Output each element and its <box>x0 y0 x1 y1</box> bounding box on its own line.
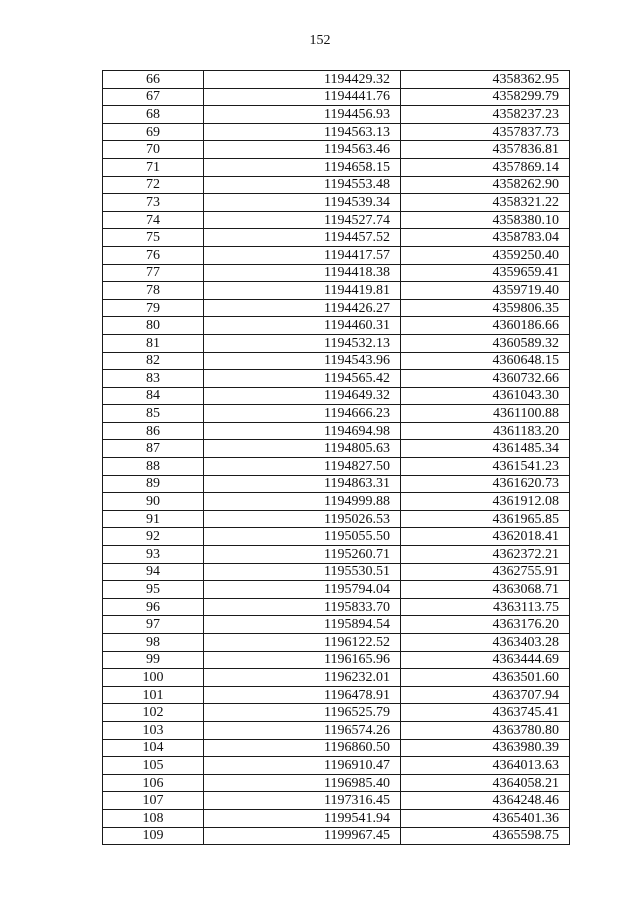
point-number-cell: 95 <box>103 581 204 599</box>
table-row <box>103 634 570 652</box>
table-row <box>103 774 570 792</box>
point-number-cell: 67 <box>103 88 204 106</box>
point-number-cell: 102 <box>103 704 204 722</box>
table-row <box>103 317 570 335</box>
x-coordinate-cell: 1195894.54 <box>204 616 401 634</box>
x-coordinate-cell: 1194527.74 <box>204 211 401 229</box>
point-number-cell: 93 <box>103 546 204 564</box>
x-coordinate-cell: 1195055.50 <box>204 528 401 546</box>
table-row <box>103 246 570 264</box>
point-number-cell: 87 <box>103 440 204 458</box>
point-number-cell: 85 <box>103 405 204 423</box>
table-row <box>103 721 570 739</box>
point-number-cell: 105 <box>103 757 204 775</box>
x-coordinate-cell: 1194999.88 <box>204 493 401 511</box>
table-row <box>103 387 570 405</box>
y-coordinate-cell: 4363980.39 <box>401 739 570 757</box>
point-number-cell: 88 <box>103 458 204 476</box>
table-row <box>103 141 570 159</box>
y-coordinate-cell: 4358321.22 <box>401 194 570 212</box>
x-coordinate-cell: 1194827.50 <box>204 458 401 476</box>
table-row <box>103 528 570 546</box>
y-coordinate-cell: 4362755.91 <box>401 563 570 581</box>
x-coordinate-cell: 1197316.45 <box>204 792 401 810</box>
table-row <box>103 510 570 528</box>
point-number-cell: 109 <box>103 827 204 845</box>
x-coordinate-cell: 1194441.76 <box>204 88 401 106</box>
table-row <box>103 757 570 775</box>
point-number-cell: 68 <box>103 106 204 124</box>
x-coordinate-cell: 1194417.57 <box>204 246 401 264</box>
point-number-cell: 71 <box>103 158 204 176</box>
y-coordinate-cell: 4361100.88 <box>401 405 570 423</box>
x-coordinate-cell: 1195026.53 <box>204 510 401 528</box>
table-row <box>103 211 570 229</box>
table-row <box>103 194 570 212</box>
table-row <box>103 827 570 845</box>
x-coordinate-cell: 1196574.26 <box>204 721 401 739</box>
y-coordinate-cell: 4358237.23 <box>401 106 570 124</box>
table-row <box>103 581 570 599</box>
point-number-cell: 90 <box>103 493 204 511</box>
y-coordinate-cell: 4358380.10 <box>401 211 570 229</box>
y-coordinate-cell: 4359719.40 <box>401 282 570 300</box>
x-coordinate-cell: 1194694.98 <box>204 422 401 440</box>
point-number-cell: 86 <box>103 422 204 440</box>
y-coordinate-cell: 4361183.20 <box>401 422 570 440</box>
point-number-cell: 103 <box>103 721 204 739</box>
point-number-cell: 84 <box>103 387 204 405</box>
coordinates-table-body <box>103 71 570 845</box>
y-coordinate-cell: 4357836.81 <box>401 141 570 159</box>
y-coordinate-cell: 4363707.94 <box>401 686 570 704</box>
point-number-cell: 94 <box>103 563 204 581</box>
coordinates-table <box>102 70 570 845</box>
x-coordinate-cell: 1195794.04 <box>204 581 401 599</box>
x-coordinate-cell: 1194457.52 <box>204 229 401 247</box>
table-row <box>103 458 570 476</box>
point-number-cell: 73 <box>103 194 204 212</box>
point-number-cell: 92 <box>103 528 204 546</box>
y-coordinate-cell: 4361485.34 <box>401 440 570 458</box>
point-number-cell: 81 <box>103 334 204 352</box>
point-number-cell: 80 <box>103 317 204 335</box>
point-number-cell: 78 <box>103 282 204 300</box>
y-coordinate-cell: 4365401.36 <box>401 809 570 827</box>
x-coordinate-cell: 1196478.91 <box>204 686 401 704</box>
table-row <box>103 475 570 493</box>
x-coordinate-cell: 1194863.31 <box>204 475 401 493</box>
table-row <box>103 809 570 827</box>
x-coordinate-cell: 1194649.32 <box>204 387 401 405</box>
x-coordinate-cell: 1194418.38 <box>204 264 401 282</box>
table-row <box>103 440 570 458</box>
x-coordinate-cell: 1194543.96 <box>204 352 401 370</box>
y-coordinate-cell: 4361541.23 <box>401 458 570 476</box>
table-row <box>103 405 570 423</box>
y-coordinate-cell: 4363444.69 <box>401 651 570 669</box>
y-coordinate-cell: 4360589.32 <box>401 334 570 352</box>
point-number-cell: 100 <box>103 669 204 687</box>
point-number-cell: 79 <box>103 299 204 317</box>
y-coordinate-cell: 4358262.90 <box>401 176 570 194</box>
table-row <box>103 598 570 616</box>
point-number-cell: 76 <box>103 246 204 264</box>
y-coordinate-cell: 4360186.66 <box>401 317 570 335</box>
x-coordinate-cell: 1194429.32 <box>204 71 401 89</box>
y-coordinate-cell: 4362372.21 <box>401 546 570 564</box>
table-row <box>103 493 570 511</box>
y-coordinate-cell: 4363501.60 <box>401 669 570 687</box>
x-coordinate-cell: 1194563.46 <box>204 141 401 159</box>
point-number-cell: 104 <box>103 739 204 757</box>
y-coordinate-cell: 4363780.80 <box>401 721 570 739</box>
point-number-cell: 66 <box>103 71 204 89</box>
y-coordinate-cell: 4361965.85 <box>401 510 570 528</box>
point-number-cell: 74 <box>103 211 204 229</box>
x-coordinate-cell: 1196910.47 <box>204 757 401 775</box>
table-row <box>103 229 570 247</box>
y-coordinate-cell: 4359806.35 <box>401 299 570 317</box>
y-coordinate-cell: 4364058.21 <box>401 774 570 792</box>
point-number-cell: 107 <box>103 792 204 810</box>
y-coordinate-cell: 4359250.40 <box>401 246 570 264</box>
y-coordinate-cell: 4361912.08 <box>401 493 570 511</box>
point-number-cell: 101 <box>103 686 204 704</box>
table-row <box>103 739 570 757</box>
table-row <box>103 264 570 282</box>
table-row <box>103 792 570 810</box>
x-coordinate-cell: 1199967.45 <box>204 827 401 845</box>
point-number-cell: 97 <box>103 616 204 634</box>
y-coordinate-cell: 4359659.41 <box>401 264 570 282</box>
table-row <box>103 71 570 89</box>
table-row <box>103 422 570 440</box>
y-coordinate-cell: 4363068.71 <box>401 581 570 599</box>
x-coordinate-cell: 1196985.40 <box>204 774 401 792</box>
x-coordinate-cell: 1194553.48 <box>204 176 401 194</box>
point-number-cell: 72 <box>103 176 204 194</box>
point-number-cell: 69 <box>103 123 204 141</box>
y-coordinate-cell: 4363403.28 <box>401 634 570 652</box>
x-coordinate-cell: 1196232.01 <box>204 669 401 687</box>
point-number-cell: 99 <box>103 651 204 669</box>
point-number-cell: 96 <box>103 598 204 616</box>
point-number-cell: 108 <box>103 809 204 827</box>
point-number-cell: 89 <box>103 475 204 493</box>
x-coordinate-cell: 1194539.34 <box>204 194 401 212</box>
x-coordinate-cell: 1195260.71 <box>204 546 401 564</box>
table-row <box>103 616 570 634</box>
table-row <box>103 651 570 669</box>
x-coordinate-cell: 1194563.13 <box>204 123 401 141</box>
table-row <box>103 334 570 352</box>
table-row <box>103 88 570 106</box>
y-coordinate-cell: 4360648.15 <box>401 352 570 370</box>
y-coordinate-cell: 4364013.63 <box>401 757 570 775</box>
y-coordinate-cell: 4357869.14 <box>401 158 570 176</box>
table-row <box>103 370 570 388</box>
table-row <box>103 123 570 141</box>
table-row <box>103 299 570 317</box>
table-row <box>103 546 570 564</box>
table-row <box>103 282 570 300</box>
x-coordinate-cell: 1199541.94 <box>204 809 401 827</box>
y-coordinate-cell: 4363745.41 <box>401 704 570 722</box>
x-coordinate-cell: 1194460.31 <box>204 317 401 335</box>
y-coordinate-cell: 4363176.20 <box>401 616 570 634</box>
y-coordinate-cell: 4360732.66 <box>401 370 570 388</box>
x-coordinate-cell: 1196525.79 <box>204 704 401 722</box>
x-coordinate-cell: 1194666.23 <box>204 405 401 423</box>
table-row <box>103 158 570 176</box>
y-coordinate-cell: 4361043.30 <box>401 387 570 405</box>
y-coordinate-cell: 4358362.95 <box>401 71 570 89</box>
x-coordinate-cell: 1196860.50 <box>204 739 401 757</box>
y-coordinate-cell: 4362018.41 <box>401 528 570 546</box>
y-coordinate-cell: 4365598.75 <box>401 827 570 845</box>
y-coordinate-cell: 4363113.75 <box>401 598 570 616</box>
y-coordinate-cell: 4357837.73 <box>401 123 570 141</box>
x-coordinate-cell: 1194658.15 <box>204 158 401 176</box>
page-number: 152 <box>309 33 331 48</box>
y-coordinate-cell: 4364248.46 <box>401 792 570 810</box>
point-number-cell: 83 <box>103 370 204 388</box>
point-number-cell: 77 <box>103 264 204 282</box>
table-row <box>103 563 570 581</box>
x-coordinate-cell: 1194456.93 <box>204 106 401 124</box>
point-number-cell: 75 <box>103 229 204 247</box>
y-coordinate-cell: 4358299.79 <box>401 88 570 106</box>
point-number-cell: 70 <box>103 141 204 159</box>
x-coordinate-cell: 1194805.63 <box>204 440 401 458</box>
table-row <box>103 704 570 722</box>
x-coordinate-cell: 1195833.70 <box>204 598 401 616</box>
x-coordinate-cell: 1196122.52 <box>204 634 401 652</box>
table-row <box>103 669 570 687</box>
point-number-cell: 106 <box>103 774 204 792</box>
x-coordinate-cell: 1196165.96 <box>204 651 401 669</box>
x-coordinate-cell: 1195530.51 <box>204 563 401 581</box>
table-row <box>103 106 570 124</box>
y-coordinate-cell: 4358783.04 <box>401 229 570 247</box>
table-row <box>103 686 570 704</box>
x-coordinate-cell: 1194419.81 <box>204 282 401 300</box>
table-row <box>103 352 570 370</box>
table-row <box>103 176 570 194</box>
point-number-cell: 82 <box>103 352 204 370</box>
x-coordinate-cell: 1194426.27 <box>204 299 401 317</box>
y-coordinate-cell: 4361620.73 <box>401 475 570 493</box>
point-number-cell: 91 <box>103 510 204 528</box>
x-coordinate-cell: 1194532.13 <box>204 334 401 352</box>
x-coordinate-cell: 1194565.42 <box>204 370 401 388</box>
point-number-cell: 98 <box>103 634 204 652</box>
